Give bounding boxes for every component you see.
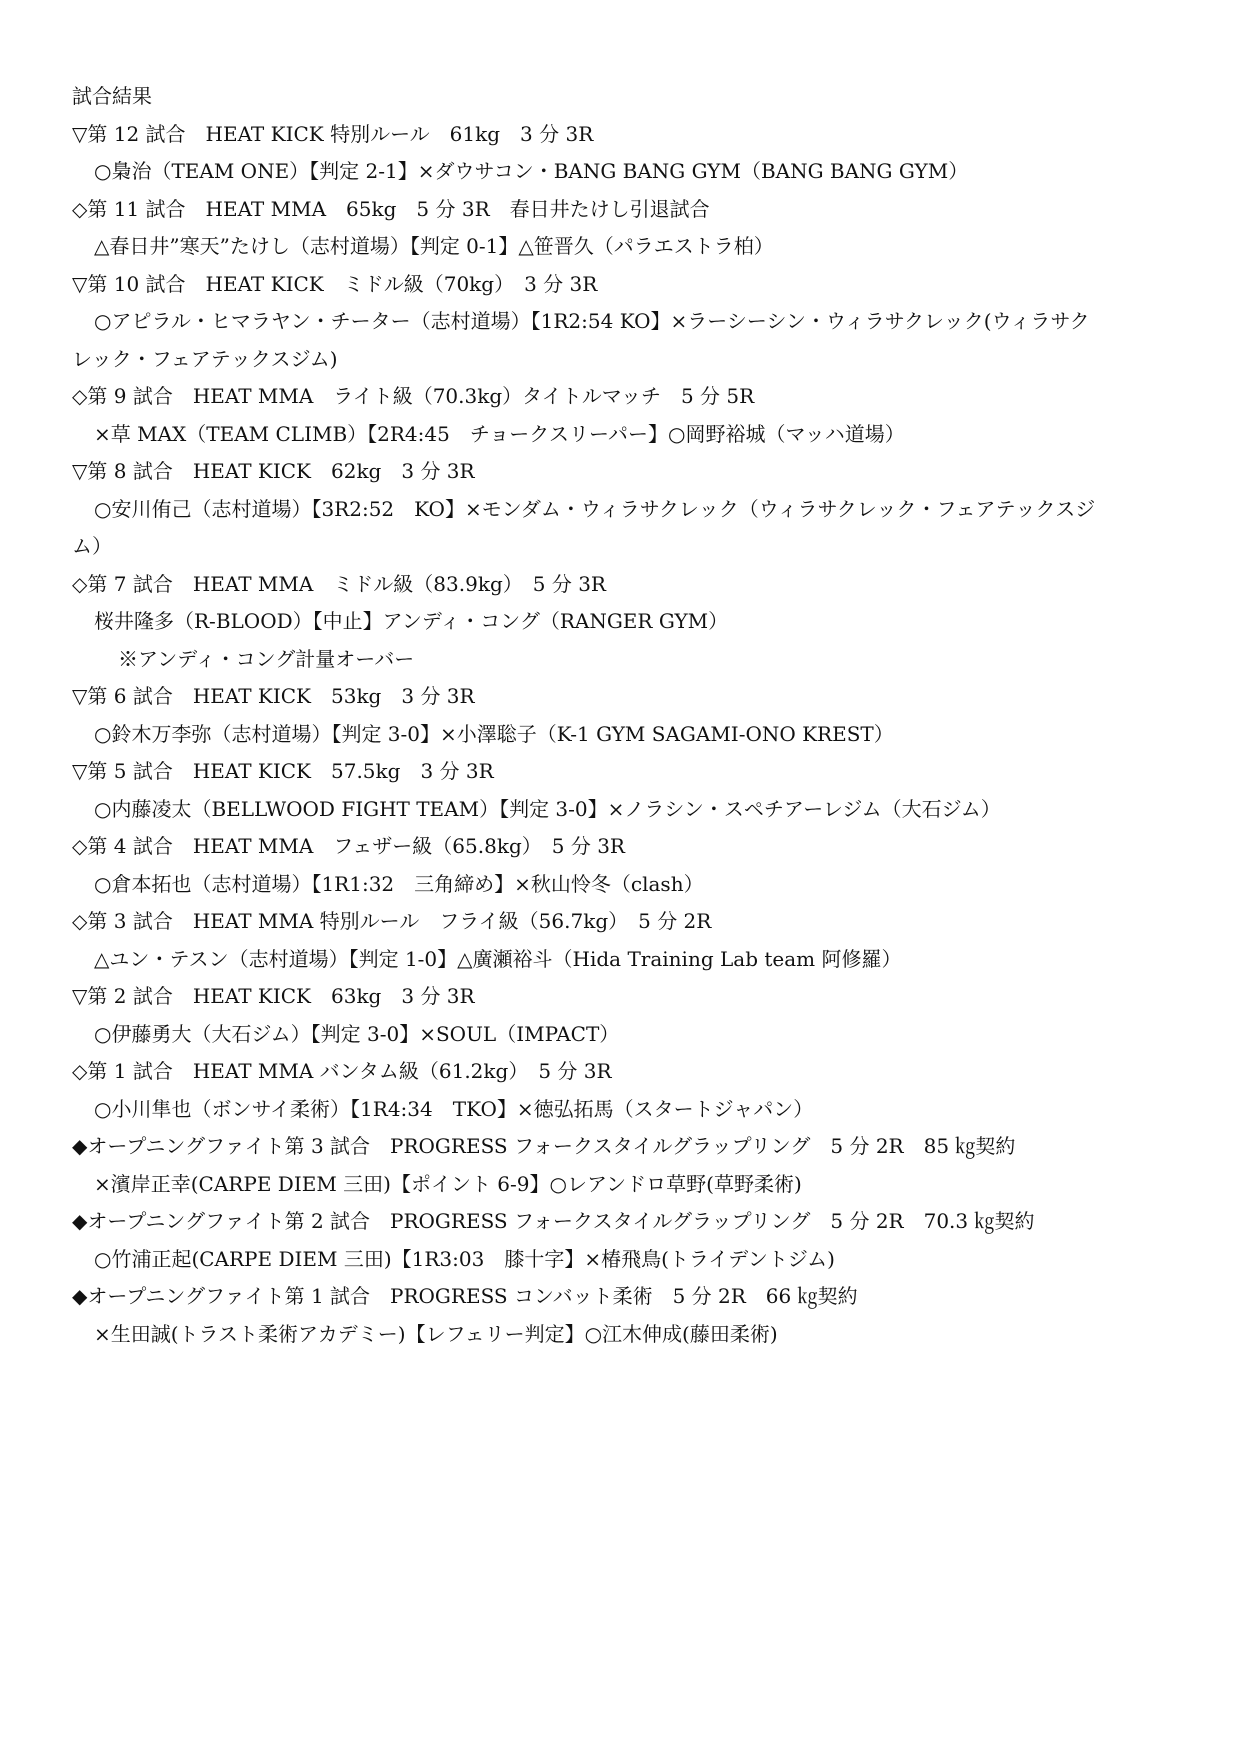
- match-header-line: ◆オープニングファイト第 2 試合 PROGRESS フォークスタイルグラップリング 5 分 2R 70.3 ㎏契約: [72, 1209, 1035, 1233]
- match-result-line: ○伊藤勇大（大石ジム）【判定 3-0】×SOUL（IMPACT）: [94, 1021, 620, 1046]
- match-result-line: ○梟治（TEAM ONE）【判定 2-1】×ダウサコン・BANG BANG GYM（BANG BANG GYM）: [94, 159, 969, 183]
- match-header-line: ▽第 6 試合 HEAT KICK 53kg 3 分 3R: [72, 684, 475, 708]
- match-header-line: ▽第 5 試合 HEAT KICK 57.5kg 3 分 3R: [72, 759, 494, 783]
- results-document: [72, 78, 1182, 1353]
- match-result-line: ○安川侑己（志村道場）【3R2:52 KO】×モンダム・ウィラサクレック（ウィラサクレック・フェアテックスジ: [94, 496, 1096, 521]
- match-header-line: ム）: [72, 534, 112, 558]
- match-header-line: ▽第 10 試合 HEAT KICK ミドル級（70kg） 3 分 3R: [72, 271, 598, 296]
- match-result-line: ○小川隼也（ボンサイ柔術）【1R4:34 TKO】×徳弘拓馬（スタートジャパン）: [94, 1096, 814, 1121]
- match-result-line: ○鈴木万李弥（志村道場）【判定 3-0】×小澤聡子（K-1 GYM SAGAMI-ONO KREST）: [94, 721, 894, 746]
- match-header-line: ▽第 12 試合 HEAT KICK 特別ルール 61kg 3 分 3R: [72, 121, 594, 146]
- results-list: [72, 116, 1182, 1354]
- match-result-line: ×濱岸正幸(CARPE DIEM 三田)【ポイント 6-9】○レアンドロ草野(草野柔術): [94, 1171, 802, 1196]
- match-header-line: ◇第 4 試合 HEAT MMA フェザー級（65.8kg） 5 分 3R: [72, 834, 625, 858]
- match-result-line: ×生田誠(トラスト柔術アカデミー)【レフェリー判定】○江木伸成(藤田柔術): [94, 1321, 778, 1346]
- match-header-line: ◆オープニングファイト第 3 試合 PROGRESS フォークスタイルグラップリング 5 分 2R 85 ㎏契約: [72, 1134, 1016, 1158]
- match-header-line: ◇第 11 試合 HEAT MMA 65kg 5 分 3R 春日井たけし引退試合: [72, 196, 710, 221]
- match-result-line: △春日井”寒天”たけし（志村道場）【判定 0-1】△笹晋久（パラエストラ柏）: [94, 234, 774, 258]
- match-result-line: ○内藤凌太（BELLWOOD FIGHT TEAM）【判定 3-0】×ノラシン・スペチアーレジム（大石ジム）: [94, 796, 1001, 821]
- match-header-line: ▽第 8 試合 HEAT KICK 62kg 3 分 3R: [72, 459, 475, 483]
- match-result-line: △ユン・テスン（志村道場）【判定 1-0】△廣瀬裕斗（Hida Training Lab team 阿修羅）: [94, 946, 902, 971]
- match-result-line: ○アピラル・ヒマラヤン・チーター（志村道場）【1R2:54 KO】×ラーシーシン・ウィラサクレック(ウィラサク: [94, 309, 1090, 333]
- match-header-line: ◇第 9 試合 HEAT MMA ライト級（70.3kg）タイトルマッチ 5 分 5R: [72, 384, 755, 408]
- match-result-line: ×草 MAX（TEAM CLIMB）【2R4:45 チョークスリーパー】○岡野裕城（マッハ道場）: [94, 421, 905, 446]
- match-header-line: ◇第 7 試合 HEAT MMA ミドル級（83.9kg） 5 分 3R: [72, 571, 606, 596]
- match-header-line: ◇第 1 試合 HEAT MMA バンタム級（61.2kg） 5 分 3R: [72, 1059, 612, 1083]
- match-header-line: ◆オープニングファイト第 1 試合 PROGRESS コンバット柔術 5 分 2R 66 ㎏契約: [72, 1284, 858, 1308]
- match-header-line: ◇第 3 試合 HEAT MMA 特別ルール フライ級（56.7kg） 5 分 2R: [72, 909, 712, 933]
- match-result-line: 桜井隆多（R-BLOOD）【中止】アンディ・コング（RANGER GYM）: [94, 609, 729, 633]
- match-header-line: レック・フェアテックスジム): [72, 346, 338, 371]
- match-result-line: ※アンディ・コング計量オーバー: [118, 646, 415, 671]
- match-result-line: ○倉本拓也（志村道場）【1R1:32 三角締め】×秋山怜冬（clash）: [94, 871, 704, 896]
- match-header-line: ▽第 2 試合 HEAT KICK 63kg 3 分 3R: [72, 984, 475, 1008]
- match-result-line: ○竹浦正起(CARPE DIEM 三田)【1R3:03 膝十字】×椿飛鳥(トライデントジム): [94, 1246, 835, 1271]
- document-title: 試合結果: [72, 84, 152, 108]
